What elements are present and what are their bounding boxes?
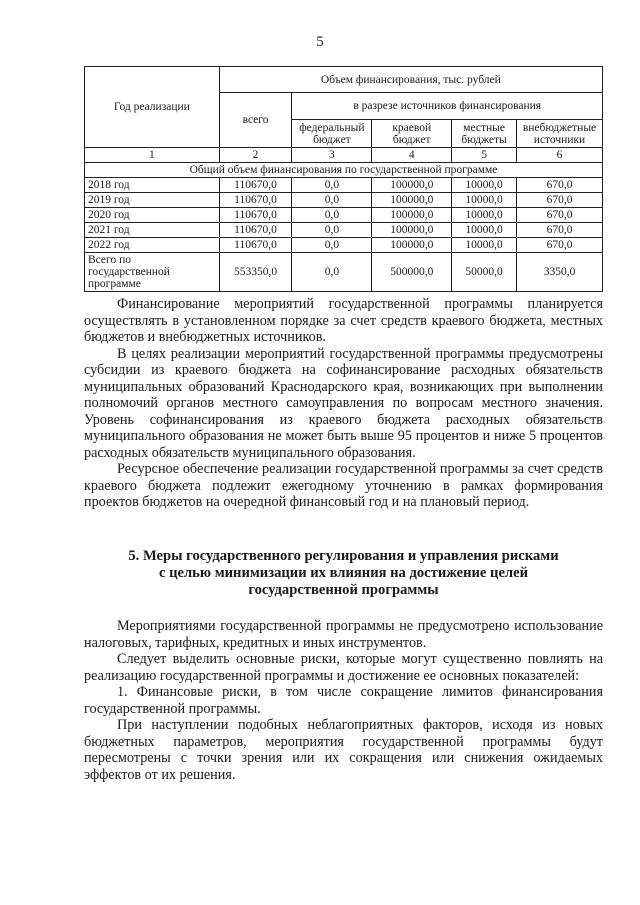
cell-federal: 0,0	[292, 208, 372, 223]
header-extra: внебюджетные источники	[517, 120, 603, 148]
column-number-row	[85, 148, 603, 163]
header-regional: краевой бюджет	[372, 120, 452, 148]
column-number: 2	[219, 148, 292, 163]
cell-extra: 670,0	[517, 208, 603, 223]
cell-total: 110670,0	[219, 223, 292, 238]
column-number: 3	[292, 148, 372, 163]
paragraph: Ресурсное обеспечение реализации государственной программы за счет средств краевого бюджета подлежит ежегодному уточнению в рамках формирования проектов бюджетов на очередной финансовый год и на плановый период.	[84, 461, 603, 510]
cell-local: 10000,0	[452, 238, 517, 253]
cell-federal: 0,0	[292, 223, 372, 238]
paragraph: Мероприятиями государственной программы не предусмотрено использование налоговых, тарифных, кредитных и иных инструментов.	[84, 618, 603, 651]
body-text-bottom	[84, 618, 603, 783]
paragraph: При наступлении подобных неблагоприятных факторов, исходя из новых бюджетных параметров, мероприятия государственной программы будут пересмотрены с точки зрения или их сокращения или снижения ожидаемых эффектов от их решения.	[84, 717, 603, 783]
paragraph: Следует выделить основные риски, которые могут существенно повлиять на реализацию государственной программы и достижение ее основных показателей:	[84, 651, 603, 684]
table-row	[85, 208, 603, 223]
column-number: 5	[452, 148, 517, 163]
cell-regional: 100000,0	[372, 238, 452, 253]
cell-year: 2020 год	[85, 208, 220, 223]
page-number: 5	[316, 34, 324, 50]
header-federal: федеральный бюджет	[292, 120, 372, 148]
cell-extra: 670,0	[517, 193, 603, 208]
cell-year: 2019 год	[85, 193, 220, 208]
cell-extra: 670,0	[517, 178, 603, 193]
cell-year: 2021 год	[85, 223, 220, 238]
cell-total-label: Всего по государственной программе	[85, 253, 220, 292]
cell-federal: 0,0	[292, 253, 372, 292]
cell-total: 110670,0	[219, 178, 292, 193]
cell-regional: 100000,0	[372, 193, 452, 208]
heading-line: 5. Меры государственного регулирования и управления рисками	[128, 548, 559, 564]
cell-federal: 0,0	[292, 178, 372, 193]
table-row	[85, 238, 603, 253]
paragraph: В целях реализации мероприятий государственной программы предусмотрены субсидии из краевого бюджета на софинансирование расходных обязательств муниципальных образований Краснодарского края, возникающих при выполнении полномочий органов местного самоуправления по вопросам местного значения. Уровень софинансирования из краевого бюджета расходных обязательств муниципального образования не может быть выше 95 процентов и ниже 5 процентов расходных обязательств муниципального образования.	[84, 345, 603, 461]
cell-regional: 100000,0	[372, 223, 452, 238]
heading-line: государственной программы	[248, 582, 439, 598]
header-sources: в разрезе источников финансирования	[292, 93, 603, 120]
column-number: 6	[517, 148, 603, 163]
header-total: всего	[219, 93, 292, 148]
cell-extra: 670,0	[517, 223, 603, 238]
cell-year: 2018 год	[85, 178, 220, 193]
cell-extra: 3350,0	[517, 253, 603, 292]
cell-federal: 0,0	[292, 193, 372, 208]
table-row	[85, 223, 603, 238]
cell-total: 553350,0	[219, 253, 292, 292]
cell-year: 2022 год	[85, 238, 220, 253]
cell-extra: 670,0	[517, 238, 603, 253]
heading-line: с целью минимизации их влияния на достижение целей	[158, 565, 529, 581]
cell-regional: 500000,0	[372, 253, 452, 292]
cell-local: 50000,0	[452, 253, 517, 292]
header-local: местные бюджеты	[452, 120, 517, 148]
paragraph: 1. Финансовые риски, в том числе сокращение лимитов финансирования государственной программы.	[84, 684, 603, 717]
table-row	[85, 178, 603, 193]
header-volume: Объем финансирования, тыс. рублей	[219, 67, 602, 93]
cell-local: 10000,0	[452, 178, 517, 193]
body-text-top	[84, 296, 603, 511]
column-number: 4	[372, 148, 452, 163]
cell-local: 10000,0	[452, 193, 517, 208]
section-heading	[84, 548, 603, 599]
paragraph: Финансирование мероприятий государственной программы планируется осуществлять в установленном порядке за счет средств краевого бюджета, местных бюджетов и внебюджетных источников.	[84, 296, 603, 345]
section-title-row	[85, 163, 603, 178]
cell-regional: 100000,0	[372, 178, 452, 193]
section-title: Общий объем финансирования по государственной программе	[85, 163, 603, 178]
cell-local: 10000,0	[452, 223, 517, 238]
column-number: 1	[85, 148, 220, 163]
financing-table	[84, 66, 603, 292]
cell-total: 110670,0	[219, 208, 292, 223]
table-row	[85, 193, 603, 208]
cell-total: 110670,0	[219, 193, 292, 208]
cell-federal: 0,0	[292, 238, 372, 253]
cell-local: 10000,0	[452, 208, 517, 223]
header-year: Год реализации	[85, 67, 220, 148]
cell-total: 110670,0	[219, 238, 292, 253]
table-total-row	[85, 253, 603, 292]
cell-regional: 100000,0	[372, 208, 452, 223]
table-header-row	[85, 67, 603, 93]
